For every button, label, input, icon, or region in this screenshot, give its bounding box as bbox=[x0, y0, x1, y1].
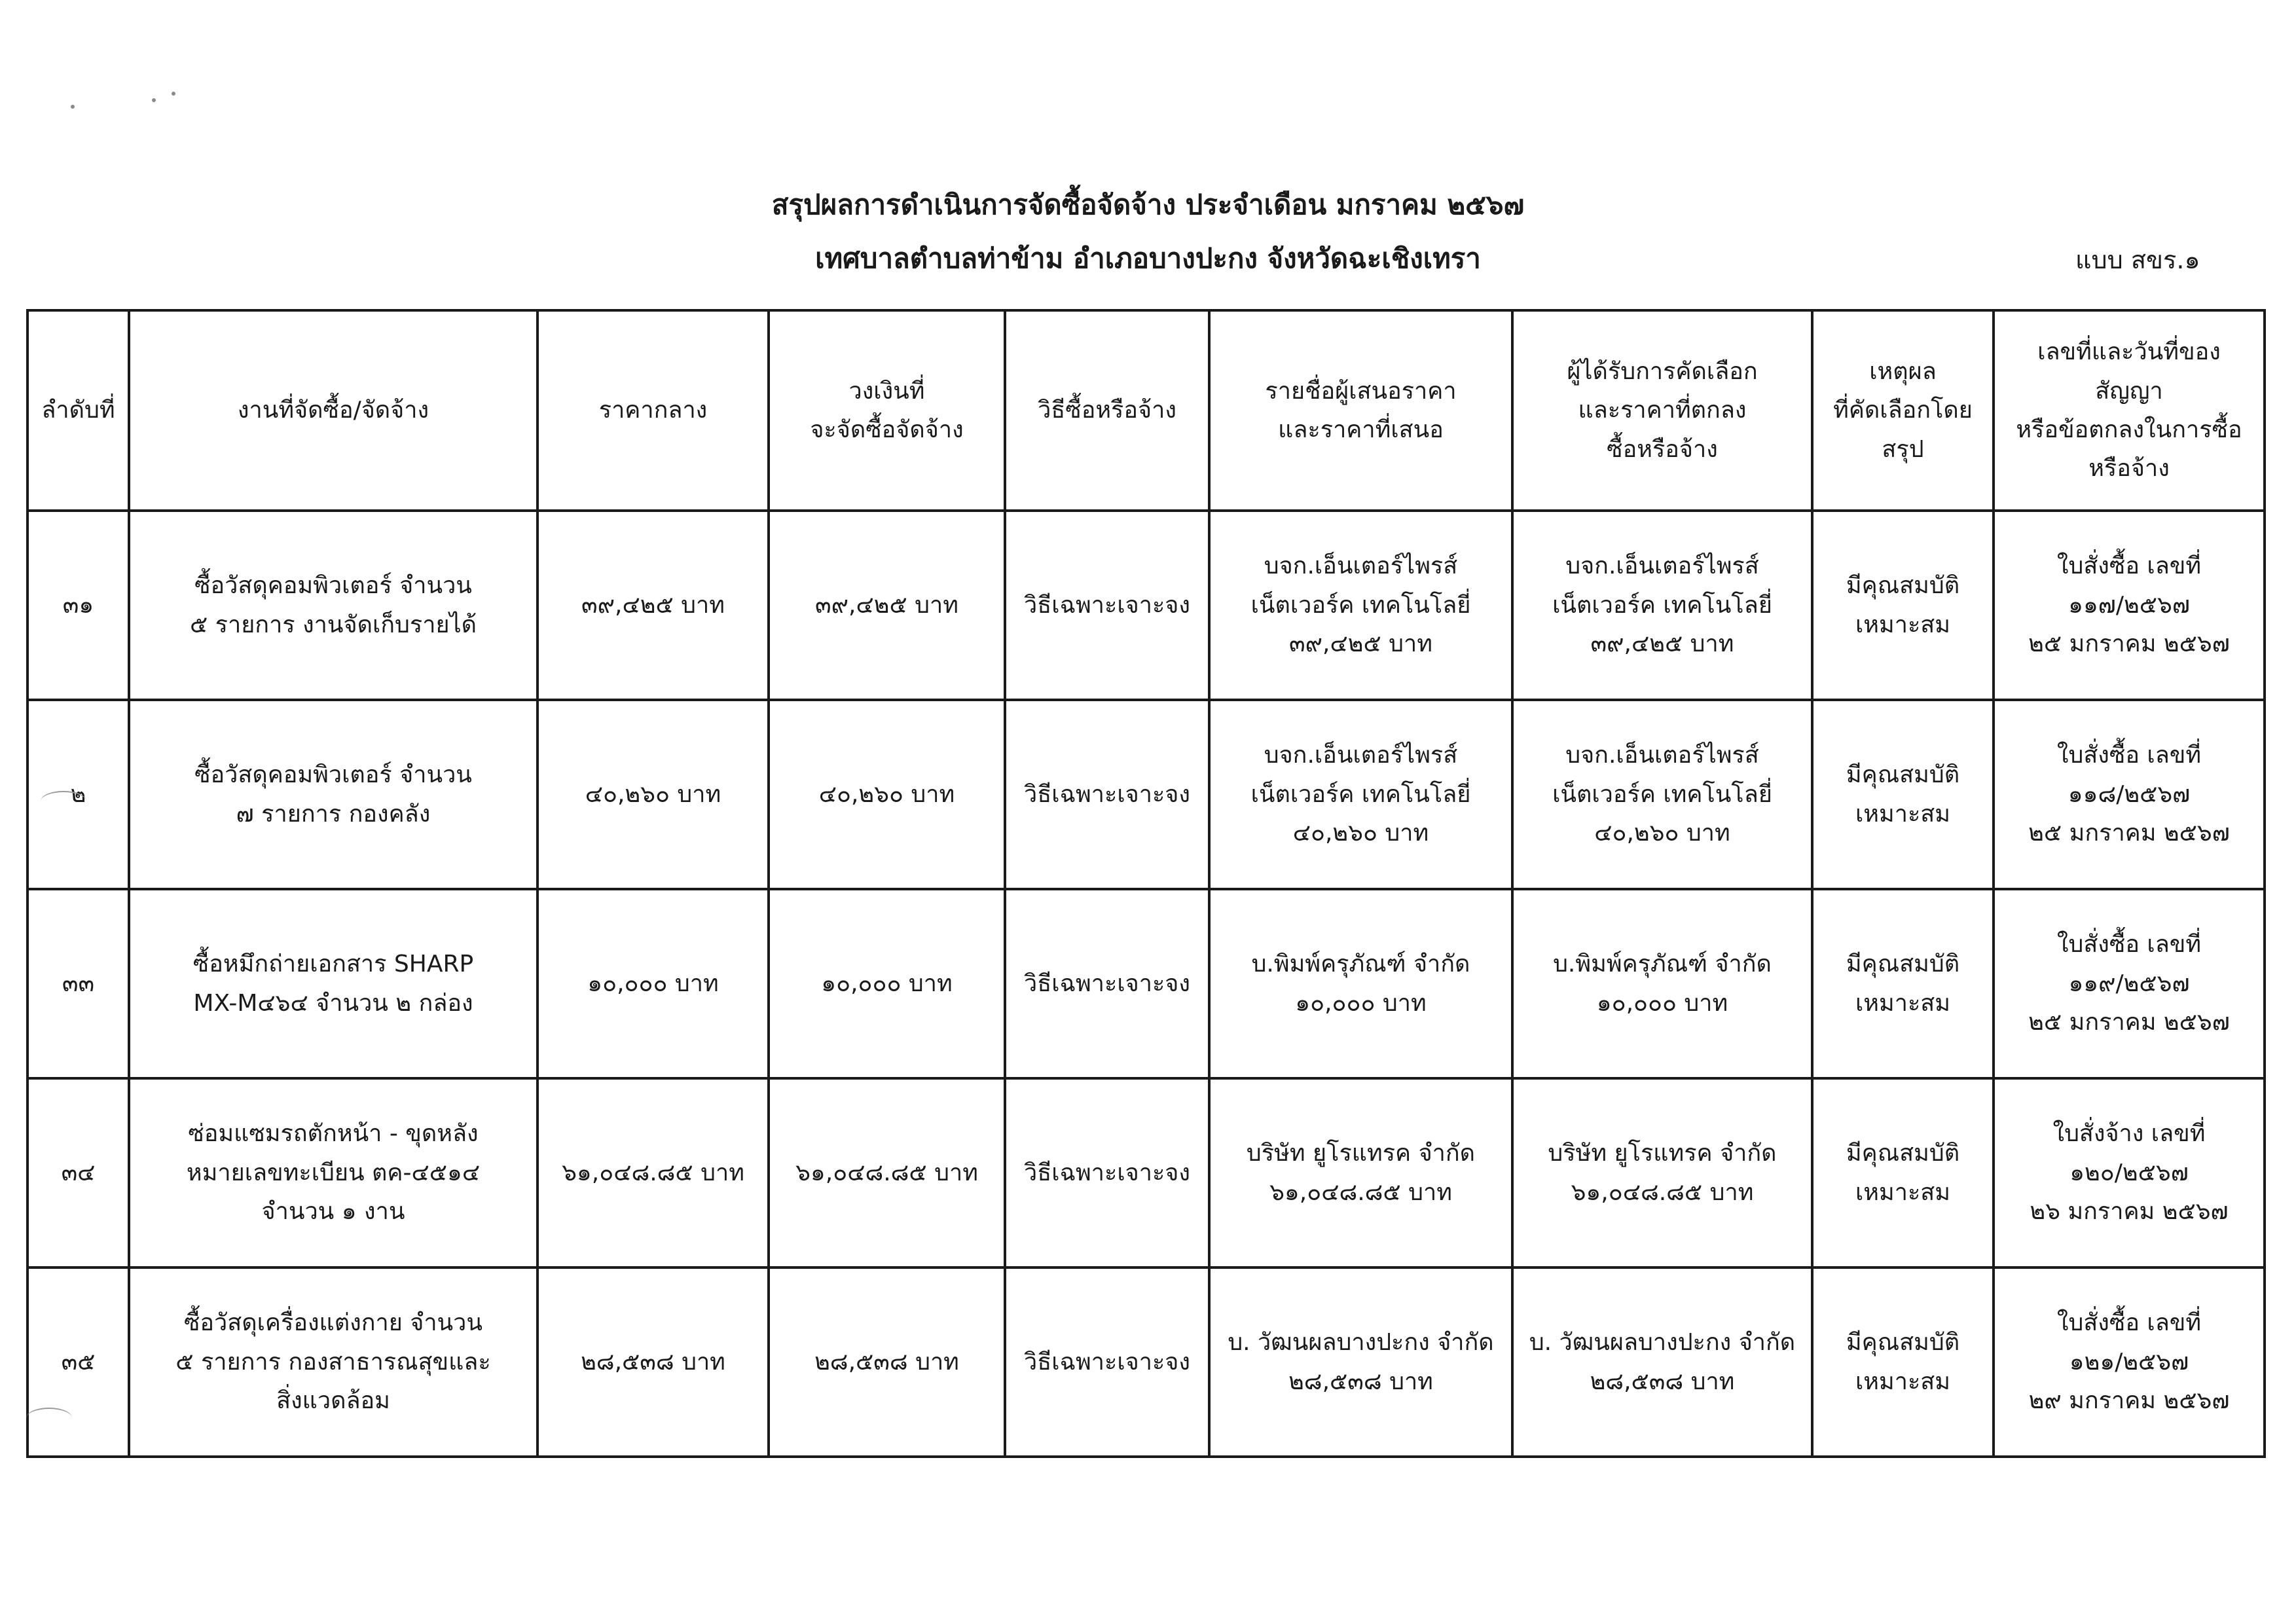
table-row bbox=[27, 889, 2265, 1078]
scan-speck bbox=[71, 105, 75, 109]
cell-method: วิธีเฉพาะเจาะจง bbox=[1005, 889, 1209, 1078]
document-subtitle: เทศบาลตำบลท่าข้าม อำเภอบางปะกง จังหวัดฉะเชิงเทรา bbox=[815, 242, 1481, 274]
document-title: สรุปผลการดำเนินการจัดซื้อจัดจ้าง ประจำเดือน มกราคม ๒๕๖๗ bbox=[771, 189, 1525, 221]
column-header-bidders: รายชื่อผู้เสนอราคา และราคาที่เสนอ bbox=[1209, 310, 1512, 511]
column-header-selected: ผู้ได้รับการคัดเลือก และราคาที่ตกลง ซื้อหรือจ้าง bbox=[1512, 310, 1812, 511]
cell-bidders: บจก.เอ็นเตอร์ไพรส์ เน็ตเวอร์ค เทคโนโลยี่ ๔๐,๒๖๐ บาท bbox=[1209, 700, 1512, 889]
cell-budget: ๔๐,๒๖๐ บาท bbox=[769, 700, 1005, 889]
table-row bbox=[27, 1267, 2265, 1457]
cell-selected: บจก.เอ็นเตอร์ไพรส์ เน็ตเวอร์ค เทคโนโลยี่ ๓๙,๔๒๕ บาท bbox=[1512, 511, 1812, 700]
cell-method: วิธีเฉพาะเจาะจง bbox=[1005, 1078, 1209, 1267]
cell-contract: ใบสั่งซื้อ เลขที่ ๑๒๑/๒๕๖๗ ๒๙ มกราคม ๒๕๖๗ bbox=[1994, 1267, 2265, 1457]
cell-item: ซื้อวัสดุเครื่องแต่งกาย จำนวน ๕ รายการ กองสาธารณสุขและ สิ่งแวดล้อม bbox=[129, 1267, 538, 1457]
cell-item: ซื้อหมึกถ่ายเอกสาร SHARP MX-M๔๖๔ จำนวน ๒ กล่อง bbox=[129, 889, 538, 1078]
procurement-table bbox=[26, 309, 2266, 1458]
cell-reason: มีคุณสมบัติ เหมาะสม bbox=[1812, 889, 1994, 1078]
cell-selected: บ.พิมพ์ครุภัณฑ์ จำกัด ๑๐,๐๐๐ บาท bbox=[1512, 889, 1812, 1078]
cell-selected: บจก.เอ็นเตอร์ไพรส์ เน็ตเวอร์ค เทคโนโลยี่ ๔๐,๒๖๐ บาท bbox=[1512, 700, 1812, 889]
cell-contract: ใบสั่งซื้อ เลขที่ ๑๑๘/๒๕๖๗ ๒๕ มกราคม ๒๕๖๗ bbox=[1994, 700, 2265, 889]
cell-budget: ๖๑,๐๔๘.๘๕ บาท bbox=[769, 1078, 1005, 1267]
cell-contract: ใบสั่งซื้อ เลขที่ ๑๑๙/๒๕๖๗ ๒๕ มกราคม ๒๕๖๗ bbox=[1994, 889, 2265, 1078]
scan-mark bbox=[41, 791, 86, 812]
form-code: แบบ สขร.๑ bbox=[2075, 246, 2200, 274]
cell-budget: ๓๙,๔๒๕ บาท bbox=[769, 511, 1005, 700]
table-row bbox=[27, 700, 2265, 889]
column-header-median-price: ราคากลาง bbox=[538, 310, 769, 511]
cell-budget: ๑๐,๐๐๐ บาท bbox=[769, 889, 1005, 1078]
scan-mark bbox=[26, 1408, 72, 1429]
cell-reason: มีคุณสมบัติ เหมาะสม bbox=[1812, 1267, 1994, 1457]
cell-no: ๒ bbox=[27, 700, 129, 889]
cell-item: ซื้อวัสดุคอมพิวเตอร์ จำนวน ๕ รายการ งานจัดเก็บรายได้ bbox=[129, 511, 538, 700]
scan-speck bbox=[152, 98, 156, 102]
cell-selected: บริษัท ยูโรแทรค จำกัด ๖๑,๐๔๘.๘๕ บาท bbox=[1512, 1078, 1812, 1267]
cell-median-price: ๑๐,๐๐๐ บาท bbox=[538, 889, 769, 1078]
cell-median-price: ๖๑,๐๔๘.๘๕ บาท bbox=[538, 1078, 769, 1267]
cell-method: วิธีเฉพาะเจาะจง bbox=[1005, 511, 1209, 700]
cell-item: ซ่อมแซมรถตักหน้า - ขุดหลัง หมายเลขทะเบียน ตค-๔๕๑๔ จำนวน ๑ งาน bbox=[129, 1078, 538, 1267]
cell-reason: มีคุณสมบัติ เหมาะสม bbox=[1812, 700, 1994, 889]
cell-median-price: ๓๙,๔๒๕ บาท bbox=[538, 511, 769, 700]
cell-reason: มีคุณสมบัติ เหมาะสม bbox=[1812, 1078, 1994, 1267]
scan-speck bbox=[172, 92, 175, 96]
cell-no: ๓๔ bbox=[27, 1078, 129, 1267]
cell-method: วิธีเฉพาะเจาะจง bbox=[1005, 700, 1209, 889]
cell-reason: มีคุณสมบัติ เหมาะสม bbox=[1812, 511, 1994, 700]
column-header-no: ลำดับที่ bbox=[27, 310, 129, 511]
cell-bidders: บ.พิมพ์ครุภัณฑ์ จำกัด ๑๐,๐๐๐ บาท bbox=[1209, 889, 1512, 1078]
cell-no: ๓๑ bbox=[27, 511, 129, 700]
cell-no: ๓๕ bbox=[27, 1267, 129, 1457]
column-header-contract: เลขที่และวันที่ของ สัญญา หรือข้อตกลงในการซื้อ หรือจ้าง bbox=[1994, 310, 2265, 511]
cell-bidders: บจก.เอ็นเตอร์ไพรส์ เน็ตเวอร์ค เทคโนโลยี่ ๓๙,๔๒๕ บาท bbox=[1209, 511, 1512, 700]
cell-bidders: บริษัท ยูโรแทรค จำกัด ๖๑,๐๔๘.๘๕ บาท bbox=[1209, 1078, 1512, 1267]
cell-median-price: ๔๐,๒๖๐ บาท bbox=[538, 700, 769, 889]
table-header-row bbox=[27, 310, 2265, 511]
column-header-method: วิธีซื้อหรือจ้าง bbox=[1005, 310, 1209, 511]
cell-selected: บ. วัฒนผลบางปะกง จำกัด ๒๘,๕๓๘ บาท bbox=[1512, 1267, 1812, 1457]
cell-contract: ใบสั่งจ้าง เลขที่ ๑๒๐/๒๕๖๗ ๒๖ มกราคม ๒๕๖๗ bbox=[1994, 1078, 2265, 1267]
cell-median-price: ๒๘,๕๓๘ บาท bbox=[538, 1267, 769, 1457]
cell-method: วิธีเฉพาะเจาะจง bbox=[1005, 1267, 1209, 1457]
column-header-budget: วงเงินที่ จะจัดซื้อจัดจ้าง bbox=[769, 310, 1005, 511]
cell-budget: ๒๘,๕๓๘ บาท bbox=[769, 1267, 1005, 1457]
table-row bbox=[27, 511, 2265, 700]
cell-no: ๓๓ bbox=[27, 889, 129, 1078]
cell-item: ซื้อวัสดุคอมพิวเตอร์ จำนวน ๗ รายการ กองคลัง bbox=[129, 700, 538, 889]
column-header-item: งานที่จัดซื้อ/จัดจ้าง bbox=[129, 310, 538, 511]
cell-bidders: บ. วัฒนผลบางปะกง จำกัด ๒๘,๕๓๘ บาท bbox=[1209, 1267, 1512, 1457]
table-row bbox=[27, 1078, 2265, 1267]
column-header-reason: เหตุผล ที่คัดเลือกโดย สรุป bbox=[1812, 310, 1994, 511]
cell-contract: ใบสั่งซื้อ เลขที่ ๑๑๗/๒๕๖๗ ๒๕ มกราคม ๒๕๖๗ bbox=[1994, 511, 2265, 700]
